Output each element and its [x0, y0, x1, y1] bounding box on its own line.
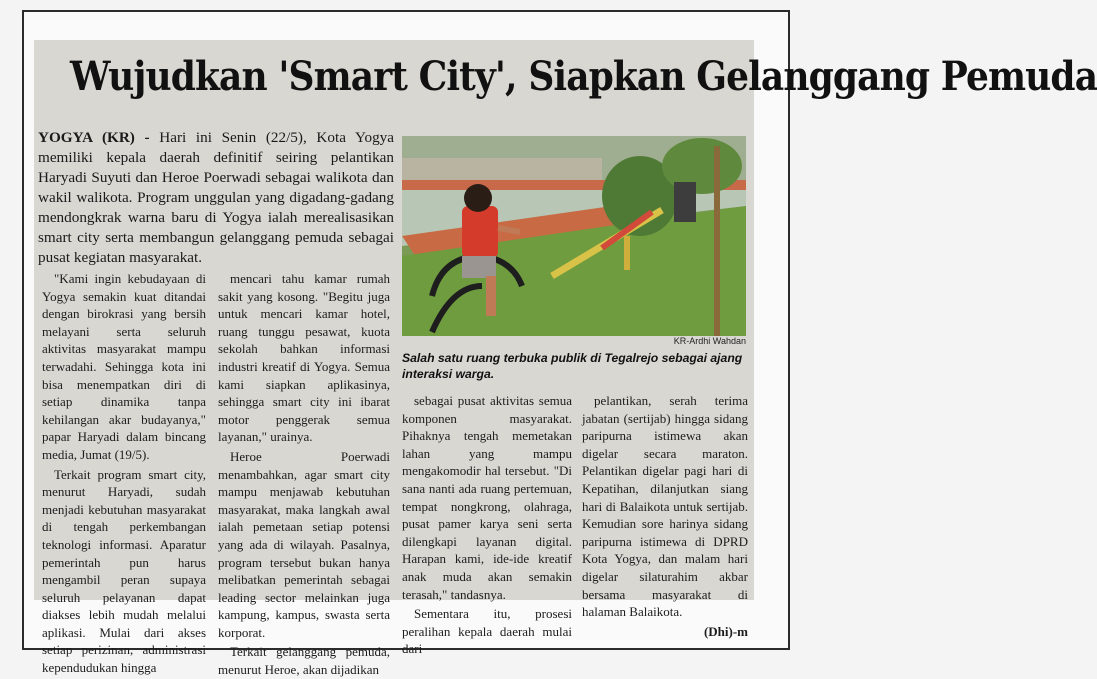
paragraph: Sementara itu, prosesi peralihan kepala daerah mulai dari [402, 606, 572, 657]
paragraph: "Kami ingin kebudayaan di Yogya semakin kuat ditandai dengan birokrasi yang bersih melayani serta seluruh aktivitas masyarakat mampu terwadahi. Sehingga kota ini bisa menempatkan diri di setiap dinamika tanpa kehilangan akar budayanya," papar Haryadi dalam bincang media, Jumat (19/5). [42, 271, 206, 462]
signature: (Dhi)-m [703, 623, 748, 639]
dateline: YOGYA (KR) - [38, 129, 150, 146]
paragraph: mencari tahu kamar rumah sakit yang kosong. "Begitu juga untuk mencari kamar hotel, ruang tunggu pesawat, kuota sekolah bahkan informasi industri kreatif di Yogya. Semua kami siapkan aplikasinya, sehingga smart city ini ibarat motor penggerak semua layanan," urainya. [218, 271, 390, 445]
column-2 [218, 270, 390, 679]
lede-paragraph [38, 128, 394, 268]
paragraph: Terkait program smart city, menurut Haryadi, sudah menjadi kebutuhan masyarakat di tengah perkembangan teknologi informasi. Aparatur pemerintah pun harus mengambil peran supaya seluruh pelayanan dapat diakses lebih mudah melalui aplikasi. Mulai dari akses setiap perizinan, administrasi kependudukan hingga [42, 466, 206, 676]
paragraph: Heroe Poerwadi menambahkan, agar smart city mampu menjawab kebutuhan masyarakat, maka langkah awal ialah pemetaan setiap potensi yang ada di wilayah. Pasalnya, program tersebut bukan hanya melibatkan pemerintah sebagai leading sector melainkan juga kampung, kampus, swasta serta korporat. [218, 448, 390, 640]
photo-playground [402, 136, 746, 336]
photo-caption: Salah satu ruang terbuka publik di Tegalrejo sebagai ajang interaksi warga. [402, 351, 743, 381]
photo-credit: KR-Ardhi Wahdan [673, 336, 746, 346]
playground-photo-illustration [402, 136, 746, 336]
column-4 [582, 392, 748, 640]
lede-text: Hari ini Senin (22/5), Kota Yogya memiliki kepala daerah definitif seiring pelantikan Haryadi Suyuti dan Heroe Poerwadi sebagai walikota dan wakil walikota. Program unggulan yang digadang-gadang mendongkrak warna baru di Yogya ialah merealisasikan smart city serta membangun gelanggang pemuda sebagai pusat kegiatan masyarakat. [38, 129, 395, 266]
column-1 [42, 270, 206, 677]
paragraph: pelantikan, serah terima jabatan (sertijab) hingga sidang paripurna istimewa akan digelar secara maraton. Pelantikan digelar pagi hari di Kepatihan, dilanjutkan siang hari di Balaikota untuk sertijab. Kemudian sore harinya sidang paripurna istimewa di DPRD Kota Yogya, dan malam hari digelar silaturahim akbar bersama masyarakat di halaman Balaikota. [582, 393, 748, 620]
paragraph: Terkait gelanggang pemuda, menurut Heroe, akan dijadikan [218, 644, 390, 678]
paragraph: sebagai pusat aktivitas semua komponen masyarakat. Pihaknya tengah memetakan lahan yang mampu mengakomodir hal tersebut. "Di sana nanti ada ruang pertemuan, tempat nongkrong, olahraga, pusat pamer karya seni serta dilengkapi layanan digital. Harapan kami, ide-ide kreatif anak muda akan semakin terasah," tandasnya. [402, 393, 572, 602]
column-3 [402, 392, 572, 658]
newspaper-clipping [34, 40, 1097, 678]
headline: Wujudkan 'Smart City', Siapkan Gelanggang Pemuda [70, 53, 1097, 100]
